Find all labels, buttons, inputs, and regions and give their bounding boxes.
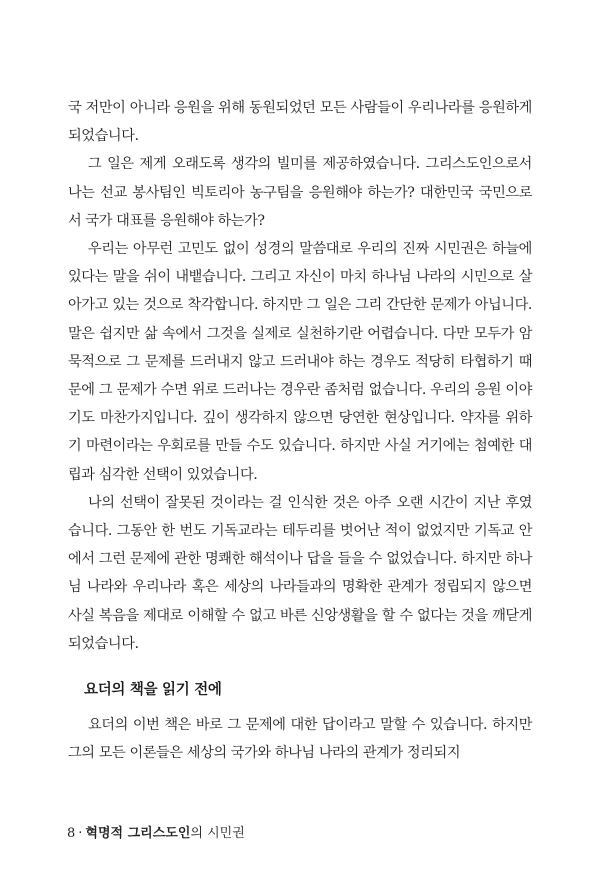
book-title-bold: 혁명적 그리스도인 [85, 826, 191, 841]
paragraph-5: 요더의 이번 책은 바로 그 문제에 대한 답이라고 말할 수 있습니다. 하지만 그의 모든 이론들은 세상의 국가와 하나님 나라의 관계가 정리되지 [68, 717, 532, 762]
paragraph-2: 그 일은 제게 오래도록 생각의 빌미를 제공하였습니다. 그리스도인으로서 나는 선교 봉사팀인 빅토리아 농구팀을 응원해야 하는가? 대한민국 국민으로서 국가 대표를 응원해야 하는가? [68, 156, 532, 229]
body-text-top [68, 94, 532, 658]
footer-separator: · [78, 826, 83, 841]
body-text-bottom [68, 711, 532, 767]
paragraph-1: 국 저만이 아니라 응원을 위해 동원되었던 모든 사람들이 우리나라를 응원하게 되었습니다. [68, 100, 532, 145]
paragraph-4: 나의 선택이 잘못된 것이라는 걸 인식한 것은 아주 오랜 시간이 지난 후였습니다. 그동안 한 번도 기독교라는 테두리를 벗어난 적이 없었지만 기독교 안에서 그런 문제에 관한 명쾌한 해석이나 답을 들을 수 없었습니다. 하지만 하나님 나라와 우리나라 혹은 세상의 나라들과의 명확한 관계가 정립되지 않으면 사실 복음을 제대로 이해할 수 없고 바른 신앙생활을 할 수 없다는 것을 깨닫게 되었습니다. [68, 494, 532, 652]
section-heading: 요더의 책을 읽기 전에 [84, 682, 222, 698]
book-title-rest: 의 시민권 [190, 826, 245, 841]
page-number: 8 [67, 826, 76, 841]
paragraph-3: 우리는 아무런 고민도 없이 성경의 말씀대로 우리의 진짜 시민권은 하늘에 있다는 말을 쉬이 내뱉습니다. 그리고 자신이 마치 하나님 나라의 시민으로 살아가고 있는 것으로 착각합니다. 하지만 그 일은 그리 간단한 문제가 아닙니다. 말은 쉽지만 삶 속에서 그것을 실제로 실천하기란 어렵습니다. 다만 모두가 암묵적으로 그 문제를 드러내지 않고 드러내야 하는 경우도 적당히 타협하기 때문에 그 문제가 수면 위로 드러나는 경우란 좀처럼 없습니다. 우리의 응원 이야기도 마찬가지입니다. 깊이 생각하지 않으면 당연한 현상입니다. 약자를 위하기 마련이라는 우회로를 만들 수도 있습니다. 하지만 사실 거기에는 첨예한 대립과 심각한 선택이 있었습니다. [68, 241, 532, 483]
page-footer [67, 822, 245, 841]
